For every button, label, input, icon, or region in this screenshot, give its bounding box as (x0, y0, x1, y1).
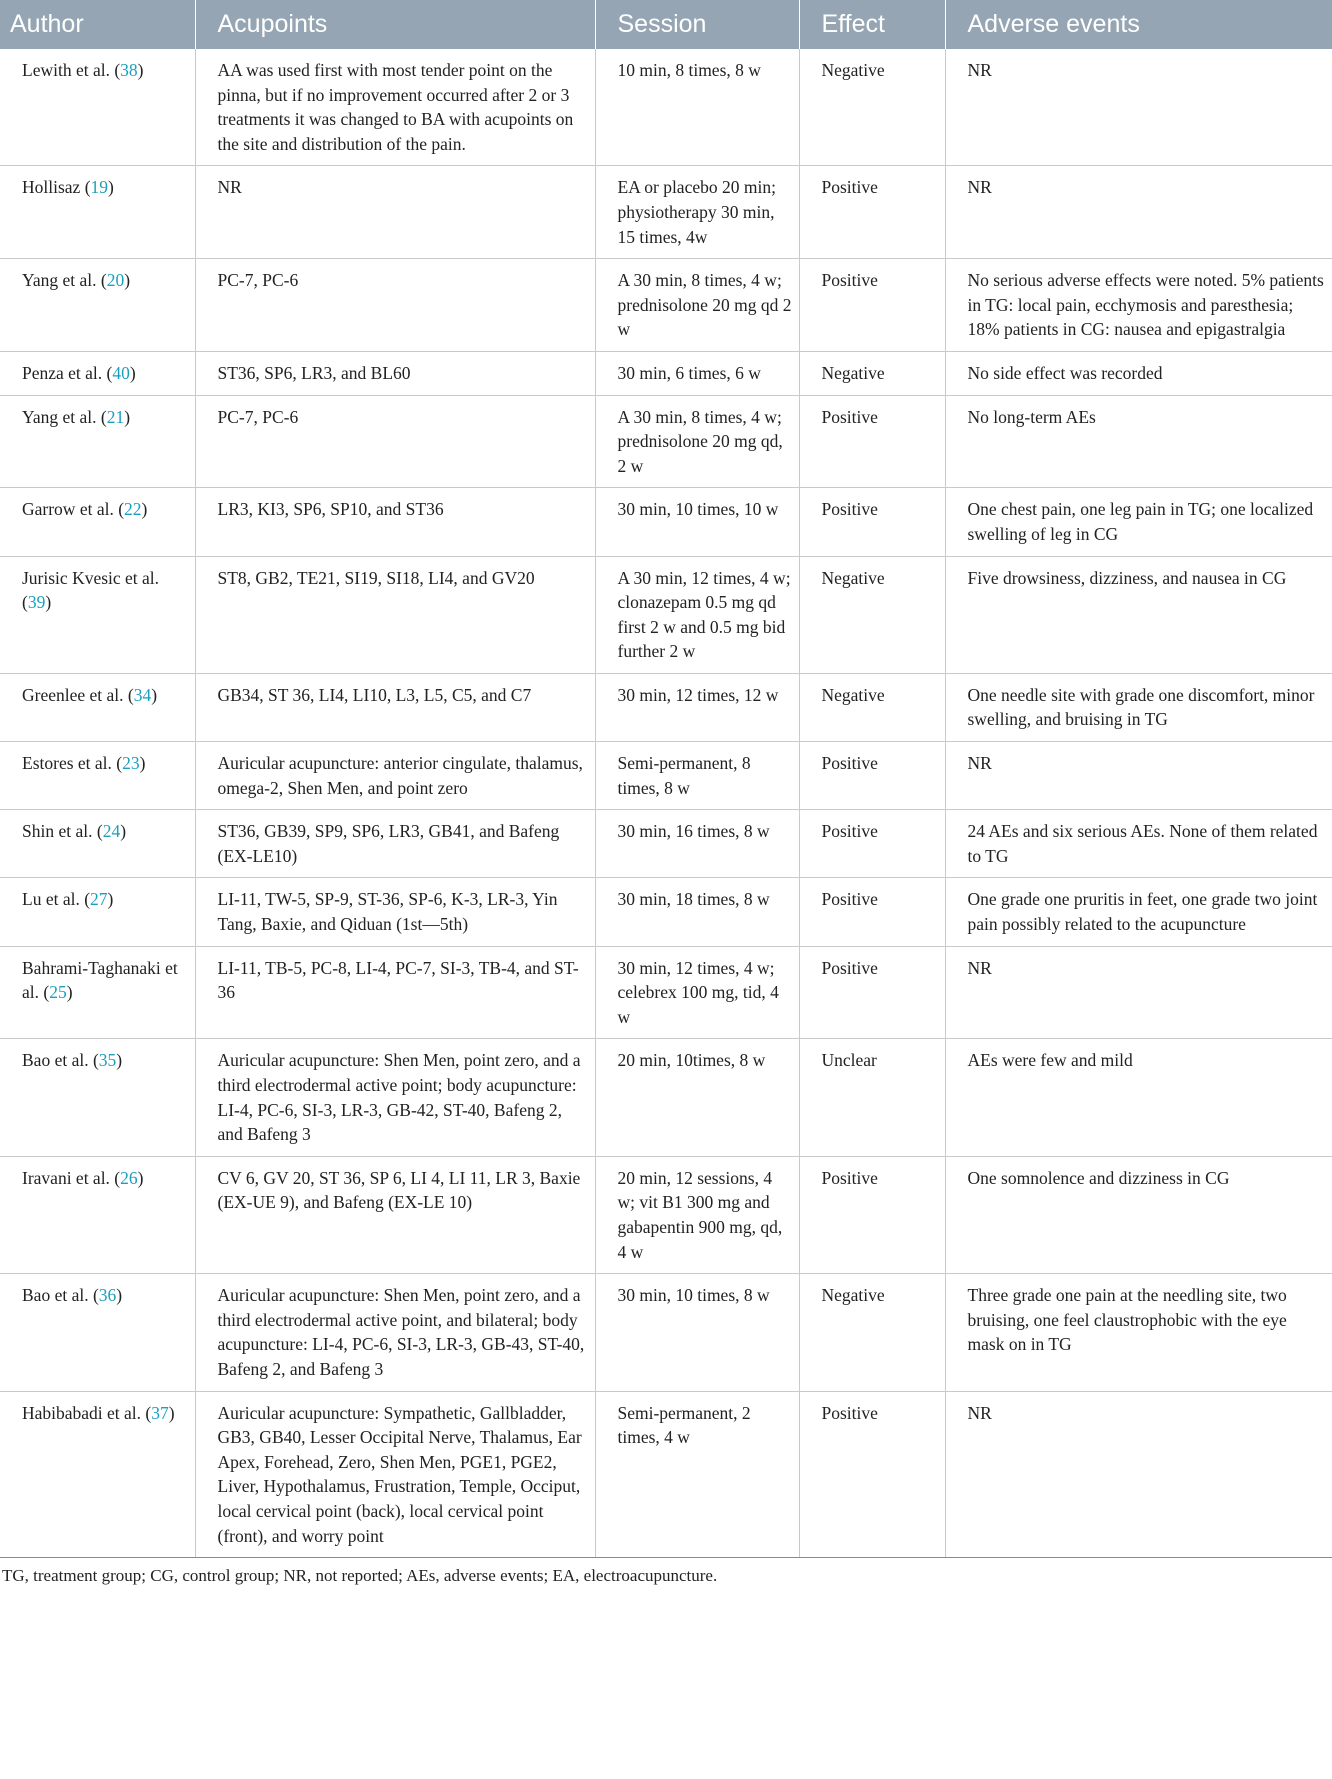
cell-adverse-events: NR (945, 742, 1332, 810)
reference-link[interactable]: 39 (27, 592, 46, 613)
reference-link[interactable]: 27 (90, 889, 108, 910)
table-row (0, 1274, 1332, 1391)
cell-session: Semi-permanent, 2 times, 4 w (595, 1391, 799, 1558)
table-footnote: TG, treatment group; CG, control group; NR, not reported; AEs, adverse events; EA, electroacupuncture. (2, 1566, 718, 1586)
cell-acupoints: Auricular acupuncture: Shen Men, point zero, and a third electrodermal active point; body acupuncture: LI-4, PC-6, SI-3, LR-3, GB-42, ST-40, Bafeng 2, and Bafeng 3 (195, 1039, 595, 1156)
table-row (0, 166, 1332, 259)
author-name: Yang et al. ( (22, 406, 107, 427)
cell-author: Lewith et al. (38) (0, 49, 195, 166)
cell-adverse-events: One somnolence and dizziness in CG (945, 1156, 1332, 1273)
cell-session: A 30 min, 12 times, 4 w; clonazepam 0.5 mg qd first 2 w and 0.5 mg bid further 2 w (595, 556, 799, 673)
author-name: Bao et al. ( (22, 1285, 99, 1306)
cell-adverse-events: One grade one pruritis in feet, one grade two joint pain possibly related to the acupuncture (945, 878, 1332, 946)
table-row (0, 946, 1332, 1039)
cell-acupoints: AA was used first with most tender point on the pinna, but if no improvement occurred after 2 or 3 treatments it was changed to BA with acupoints on the site and distribution of the pain. (195, 49, 595, 166)
reference-link[interactable]: 36 (98, 1285, 117, 1306)
reference-link[interactable]: 23 (122, 753, 140, 774)
cell-effect: Negative (799, 556, 945, 673)
table-row (0, 878, 1332, 946)
author-name: Yang et al. ( (22, 270, 107, 291)
cell-session: Semi-permanent, 8 times, 8 w (595, 742, 799, 810)
cell-adverse-events: 24 AEs and six serious AEs. None of them related to TG (945, 810, 1332, 878)
cell-effect: Positive (799, 946, 945, 1039)
table-body (0, 49, 1332, 1558)
reference-link[interactable]: 37 (151, 1402, 169, 1423)
cell-author: Bao et al. (35) (0, 1039, 195, 1156)
cell-effect: Negative (799, 351, 945, 395)
cell-adverse-events: No side effect was recorded (945, 351, 1332, 395)
author-name: Lewith et al. ( (22, 60, 121, 80)
reference-link[interactable]: 22 (124, 499, 142, 520)
cell-acupoints: LI-11, TB-5, PC-8, LI-4, PC-7, SI-3, TB-4, and ST-36 (195, 946, 595, 1039)
table-row (0, 1156, 1332, 1273)
cell-acupoints: PC-7, PC-6 (195, 259, 595, 352)
author-name: Bao et al. ( (22, 1050, 99, 1071)
cell-adverse-events: Three grade one pain at the needling site, two bruising, one feel claustrophobic with the eye mask on in TG (945, 1274, 1332, 1391)
cell-author: Penza et al. (40) (0, 351, 195, 395)
cell-author: Habibabadi et al. (37) (0, 1391, 195, 1558)
cell-acupoints: Auricular acupuncture: Shen Men, point zero, and a third electrodermal active point, and bilateral; body acupuncture: LI-4, PC-6, SI-3, LR-3, GB-43, ST-40, Bafeng 2, and Bafeng 3 (195, 1274, 595, 1391)
cell-adverse-events: NR (945, 49, 1332, 166)
cell-session: 20 min, 12 sessions, 4 w; vit B1 300 mg and gabapentin 900 mg, qd, 4 w (595, 1156, 799, 1273)
cell-session: 20 min, 10times, 8 w (595, 1039, 799, 1156)
cell-effect: Negative (799, 1274, 945, 1391)
table-row (0, 351, 1332, 395)
author-name: Garrow et al. ( (22, 499, 125, 520)
cell-adverse-events: No long-term AEs (945, 395, 1332, 488)
table-row (0, 1391, 1332, 1558)
cell-session: 30 min, 18 times, 8 w (595, 878, 799, 946)
cell-author: Jurisic Kvesic et al. (39) (0, 556, 195, 673)
cell-session: 30 min, 12 times, 12 w (595, 673, 799, 741)
cell-author: Garrow et al. (22) (0, 488, 195, 556)
author-name: Greenlee et al. ( (22, 684, 134, 705)
author-name: Jurisic Kvesic et al. ( (22, 567, 160, 613)
cell-effect: Positive (799, 259, 945, 352)
header-adverse-events: Adverse events (945, 0, 1332, 49)
reference-link[interactable]: 38 (120, 60, 138, 80)
cell-acupoints: Auricular acupuncture: Sympathetic, Gallbladder, GB3, GB40, Lesser Occipital Nerve, Thalamus, Ear Apex, Forehead, Zero, Shen Men, PGE1, PGE2, Liver, Hypothalamus, Frustration, Temple, Occiput, local cervical point (back), local cervical point (front), and worry point (195, 1391, 595, 1558)
author-name: Estores et al. ( (22, 753, 123, 774)
reference-link[interactable]: 19 (90, 177, 109, 198)
cell-effect: Negative (799, 49, 945, 166)
cell-acupoints: Auricular acupuncture: anterior cingulate, thalamus, omega-2, Shen Men, and point zero (195, 742, 595, 810)
cell-author: Lu et al. (27) (0, 878, 195, 946)
table-header (0, 0, 1332, 49)
table-row (0, 259, 1332, 352)
cell-author: Estores et al. (23) (0, 742, 195, 810)
cell-session: EA or placebo 20 min; physiotherapy 30 min, 15 times, 4w (595, 166, 799, 259)
cell-session: A 30 min, 8 times, 4 w; prednisolone 20 mg qd, 2 w (595, 395, 799, 488)
cell-adverse-events: One chest pain, one leg pain in TG; one localized swelling of leg in CG (945, 488, 1332, 556)
cell-adverse-events: AEs were few and mild (945, 1039, 1332, 1156)
table-row (0, 742, 1332, 810)
reference-link[interactable]: 26 (120, 1167, 138, 1188)
cell-author: Yang et al. (21) (0, 395, 195, 488)
table-row (0, 488, 1332, 556)
cell-author: Iravani et al. (26) (0, 1156, 195, 1273)
table-row (0, 673, 1332, 741)
cell-effect: Positive (799, 1391, 945, 1558)
reference-link[interactable]: 40 (112, 362, 130, 383)
table-row (0, 49, 1332, 166)
cell-acupoints: ST8, GB2, TE21, SI19, SI18, LI4, and GV20 (195, 556, 595, 673)
table-row (0, 556, 1332, 673)
reference-link[interactable]: 35 (98, 1050, 117, 1071)
cell-effect: Positive (799, 742, 945, 810)
reference-link[interactable]: 20 (106, 270, 125, 291)
cell-acupoints: ST36, GB39, SP9, SP6, LR3, GB41, and Bafeng (EX-LE10) (195, 810, 595, 878)
table-row (0, 1039, 1332, 1156)
reference-link[interactable]: 24 (102, 821, 121, 842)
table-row (0, 810, 1332, 878)
cell-effect: Positive (799, 810, 945, 878)
author-name: Penza et al. ( (22, 362, 113, 383)
cell-session: 30 min, 10 times, 10 w (595, 488, 799, 556)
cell-effect: Positive (799, 878, 945, 946)
cell-author: Bao et al. (36) (0, 1274, 195, 1391)
header-session: Session (595, 0, 799, 49)
cell-effect: Positive (799, 488, 945, 556)
cell-author: Greenlee et al. (34) (0, 673, 195, 741)
header-acupoints: Acupoints (195, 0, 595, 49)
header-author: Author (0, 0, 195, 49)
author-name: Iravani et al. ( (22, 1167, 121, 1188)
cell-effect: Positive (799, 395, 945, 488)
cell-adverse-events: One needle site with grade one discomfort, minor swelling, and bruising in TG (945, 673, 1332, 741)
author-name: Lu et al. ( (22, 889, 91, 910)
header-row (0, 0, 1332, 49)
cell-acupoints: PC-7, PC-6 (195, 395, 595, 488)
cell-session: 30 min, 12 times, 4 w; celebrex 100 mg, tid, 4 w (595, 946, 799, 1039)
cell-adverse-events: NR (945, 946, 1332, 1039)
cell-adverse-events: NR (945, 166, 1332, 259)
cell-author: Yang et al. (20) (0, 259, 195, 352)
table-row (0, 395, 1332, 488)
cell-acupoints: NR (195, 166, 595, 259)
cell-effect: Positive (799, 1156, 945, 1273)
cell-effect: Unclear (799, 1039, 945, 1156)
author-name: Bahrami-Taghanaki et al. ( (22, 957, 178, 1003)
cell-author: Hollisaz (19) (0, 166, 195, 259)
cell-effect: Positive (799, 166, 945, 259)
cell-adverse-events: No serious adverse effects were noted. 5% patients in TG: local pain, ecchymosis and paresthesia; 18% patients in CG: nausea and epigastralgia (945, 259, 1332, 352)
cell-acupoints: GB34, ST 36, LI4, LI10, L3, L5, C5, and C7 (195, 673, 595, 741)
cell-session: 10 min, 8 times, 8 w (595, 49, 799, 166)
cell-session: 30 min, 16 times, 8 w (595, 810, 799, 878)
cell-acupoints: LR3, KI3, SP6, SP10, and ST36 (195, 488, 595, 556)
header-effect: Effect (799, 0, 945, 49)
cell-adverse-events: Five drowsiness, dizziness, and nausea in CG (945, 556, 1332, 673)
reference-link[interactable]: 21 (106, 406, 125, 427)
cell-author: Bahrami-Taghanaki et al. (25) (0, 946, 195, 1039)
reference-link[interactable]: 34 (133, 684, 152, 705)
cell-session: 30 min, 10 times, 8 w (595, 1274, 799, 1391)
cell-acupoints: LI-11, TW-5, SP-9, ST-36, SP-6, K-3, LR-3, Yin Tang, Baxie, and Qiduan (1st—5th) (195, 878, 595, 946)
cell-adverse-events: NR (945, 1391, 1332, 1558)
author-name: Hollisaz ( (22, 177, 91, 198)
cell-effect: Negative (799, 673, 945, 741)
reference-link[interactable]: 25 (49, 982, 67, 1003)
author-name: Habibabadi et al. ( (22, 1402, 152, 1423)
cell-session: 30 min, 6 times, 6 w (595, 351, 799, 395)
author-name: Shin et al. ( (22, 821, 103, 842)
cell-author: Shin et al. (24) (0, 810, 195, 878)
cell-acupoints: ST36, SP6, LR3, and BL60 (195, 351, 595, 395)
cell-session: A 30 min, 8 times, 4 w; prednisolone 20 mg qd 2 w (595, 259, 799, 352)
cell-acupoints: CV 6, GV 20, ST 36, SP 6, LI 4, LI 11, LR 3, Baxie (EX-UE 9), and Bafeng (EX-LE 10) (195, 1156, 595, 1273)
